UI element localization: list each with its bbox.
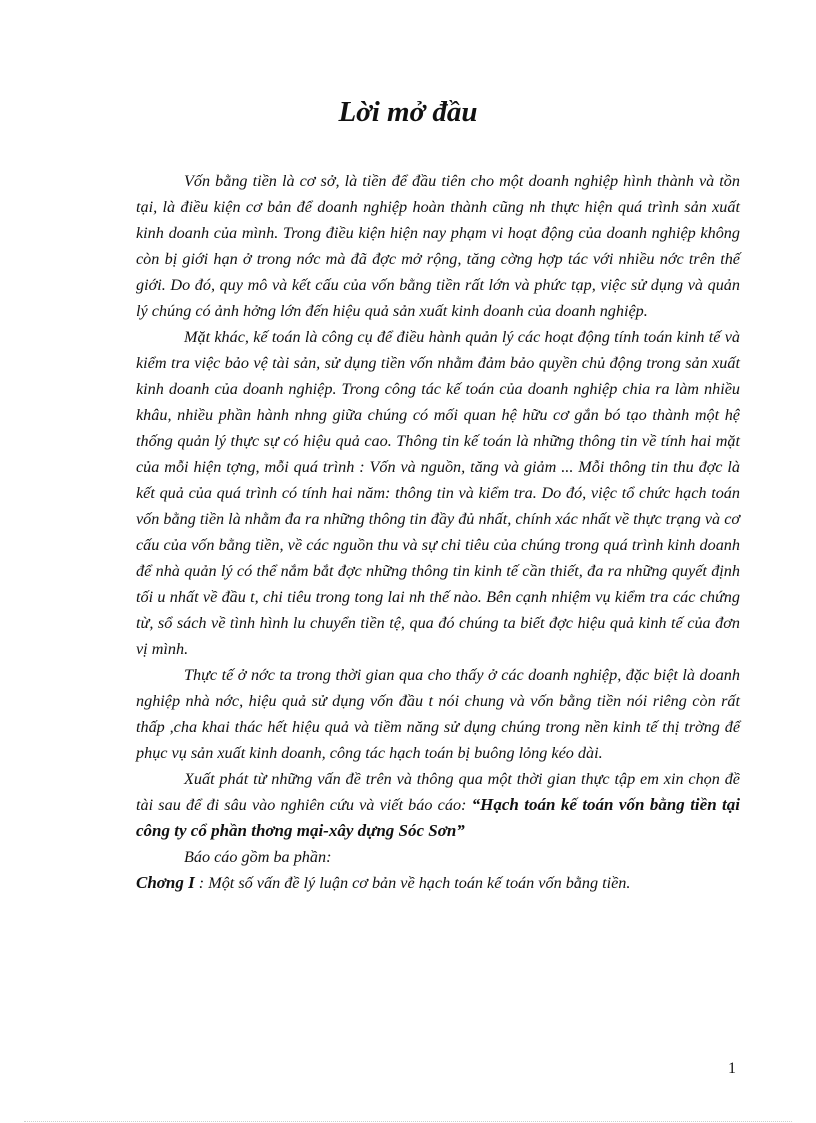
paragraph-2: Mặt khác, kế toán là công cụ để điều hành quản lý các hoạt động tính toán kinh tế và kiểm tra việc bảo vệ tài sản, sử dụng tiền vốn nhằm đảm bảo quyền chủ động trong sản xuất kinh doanh của doanh nghiệp. Trong công tác kế toán của doanh nghiệp chia ra làm nhiều khâu, nhiều phần hành nhng giữa chúng có mối quan hệ hữu cơ gắn bó tạo thành một hệ thống quản lý thực sự có hiệu quả cao. Thông tin kế toán là những thông tin về tính hai mặt của mỗi hiện tợng, mỗi quá trình : Vốn và nguồn, tăng và giảm ... Mỗi thông tin thu đợc là kết quả của quá trình có tính hai năm: thông tin và kiểm tra. Do đó, việc tổ chức hạch toán vốn bằng tiền là nhằm đa ra những thông tin đầy đủ nhất, chính xác nhất về thực trạng và cơ cấu của vốn bằng tiền, về các nguồn thu và sự chi tiêu của chúng trong quá trình kinh doanh để nhà quản lý có thể nắm bắt đợc những thông tin kinh tế cần thiết, đa ra những quyết định tối u nhất về đầu t, chi tiêu trong tong lai nh thế nào. Bên cạnh nhiệm vụ kiểm tra các chứng từ, sổ sách về tình hình lu chuyển tiền tệ, qua đó chúng ta biết đợc hiệu quả kinh tế của đơn vị mình. (136, 328, 741, 658)
chapter-label: Chơng I (136, 873, 195, 892)
page-bottom-divider (24, 1121, 792, 1122)
page-title: Lời mở đầu (338, 96, 478, 128)
paragraph-4-text: Xuất phát từ những vấn đề trên và thông qua một thời gian thực tập em xin chọn đề tài sau để đi sâu vào nghiên cứu và viết báo cáo: (136, 770, 740, 814)
chapter-line (136, 870, 740, 896)
page-number: 1 (728, 1060, 736, 1077)
document-body (136, 168, 740, 896)
paragraph-1: Vốn bằng tiền là cơ sở, là tiền để đầu tiên cho một doanh nghiệp hình thành và tồn tại, là điều kiện cơ bản để doanh nghiệp hoàn thành cũng nh thực hiện quá trình sản xuất kinh doanh của mình. Trong điều kiện hiện nay phạm vi hoạt động của doanh nghiệp không còn bị giới hạn ở trong nớc mà đã đợc mở rộng, tăng cờng hợp tác với nhiều nớc trên thế giới. Do đó, quy mô và kết cấu của vốn bằng tiền rất lớn và phức tạp, việc sử dụng và quản lý chúng có ảnh hởng lớn đến hiệu quả sản xuất kinh doanh của doanh nghiệp. (136, 172, 740, 320)
paragraph-4 (136, 766, 740, 844)
chapter-text: : Một số vấn đề lý luận cơ bản về hạch toán kế toán vốn bằng tiền. (198, 874, 631, 892)
report-intro: Báo cáo gồm ba phần: (184, 848, 332, 866)
report-title: “Hạch toán kế toán vốn bằng tiền tại công ty cổ phần thơng mại-xây dựng Sóc Sơn” (136, 795, 741, 840)
paragraph-3: Thực tế ở nớc ta trong thời gian qua cho thấy ở các doanh nghiệp, đặc biệt là doanh nghiệp nhà nớc, hiệu quả sử dụng vốn đầu t nói chung và vốn bằng tiền nói riêng còn rất thấp ,cha khai thác hết hiệu quả và tiềm năng sử dụng chúng trong nền kinh tế thị trờng để phục vụ sản xuất kinh doanh, công tác hạch toán bị buông lỏng kéo dài. (136, 666, 740, 762)
